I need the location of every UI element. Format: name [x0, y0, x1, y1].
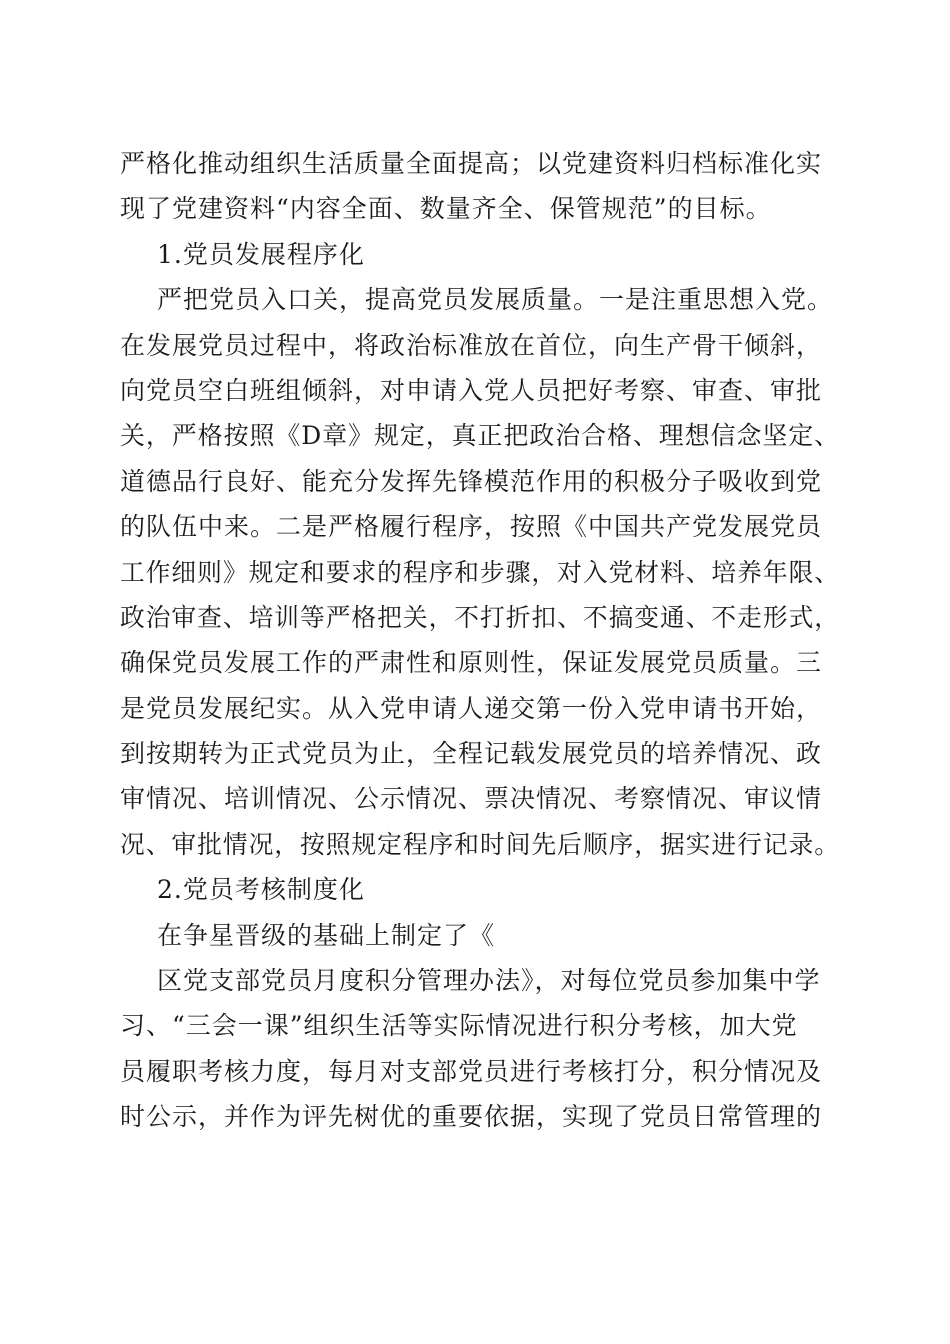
- text-line: 况、审批情况，按照规定程序和时间先后顺序，据实进行记录。: [120, 829, 841, 859]
- text-line: 是党员发展纪实。从入党申请人递交第一份入党申请书开始，: [120, 693, 823, 723]
- section-heading-2: 2.党员考核制度化: [157, 875, 365, 905]
- text-line: 时公示，并作为评先树优的重要依据，实现了党员日常管理的: [120, 1102, 823, 1132]
- text-line: 向党员空白班组倾斜，对申请入党人员把好考察、审查、审批: [120, 375, 823, 405]
- text-line: 工作细则》规定和要求的程序和步骤，对入党材料、培养年限、: [120, 557, 841, 587]
- text-line: 员履职考核力度，每月对支部党员进行考核打分，积分情况及: [120, 1056, 823, 1086]
- text-line: 关，严格按照《D章》规定，真正把政治合格、理想信念坚定、: [120, 421, 841, 451]
- text-line: 严格化推动组织生活质量全面提高；以党建资料归档标准化实: [120, 149, 823, 178]
- paragraph-start: 在争星晋级的基础上制定了《: [157, 920, 496, 950]
- paragraph-start: 严把党员入口关，提高党员发展质量。一是注重思想入党。: [157, 285, 834, 315]
- text-line: 在发展党员过程中，将政治标准放在首位，向生产骨干倾斜，: [120, 330, 823, 360]
- text-line: 区党支部党员月度积分管理办法》，对每位党员参加集中学: [157, 966, 821, 996]
- text-line: 的队伍中来。二是严格履行程序，按照《中国共产党发展党员: [120, 512, 823, 542]
- document-body: [120, 141, 840, 1140]
- text-line: 习、“三会一课”组织生活等实际情况进行积分考核，加大党: [120, 1011, 798, 1041]
- text-line: 审情况、培训情况、公示情况、票决情况、考察情况、审议情: [120, 784, 823, 814]
- text-line: 现了党建资料“内容全面、数量齐全、保管规范”的目标。: [120, 194, 772, 224]
- section-heading-1: 1.党员发展程序化: [157, 239, 365, 269]
- text-line: 确保党员发展工作的严肃性和原则性，保证发展党员质量。三: [120, 648, 823, 678]
- text-line: 道德品行良好、能充分发挥先锋模范作用的积极分子吸收到党: [120, 466, 823, 496]
- text-line: 到按期转为正式党员为止，全程记载发展党员的培养情况、政: [120, 739, 823, 769]
- text-line: 政治审查、培训等严格把关，不打折扣、不搞变通、不走形式，: [120, 602, 841, 632]
